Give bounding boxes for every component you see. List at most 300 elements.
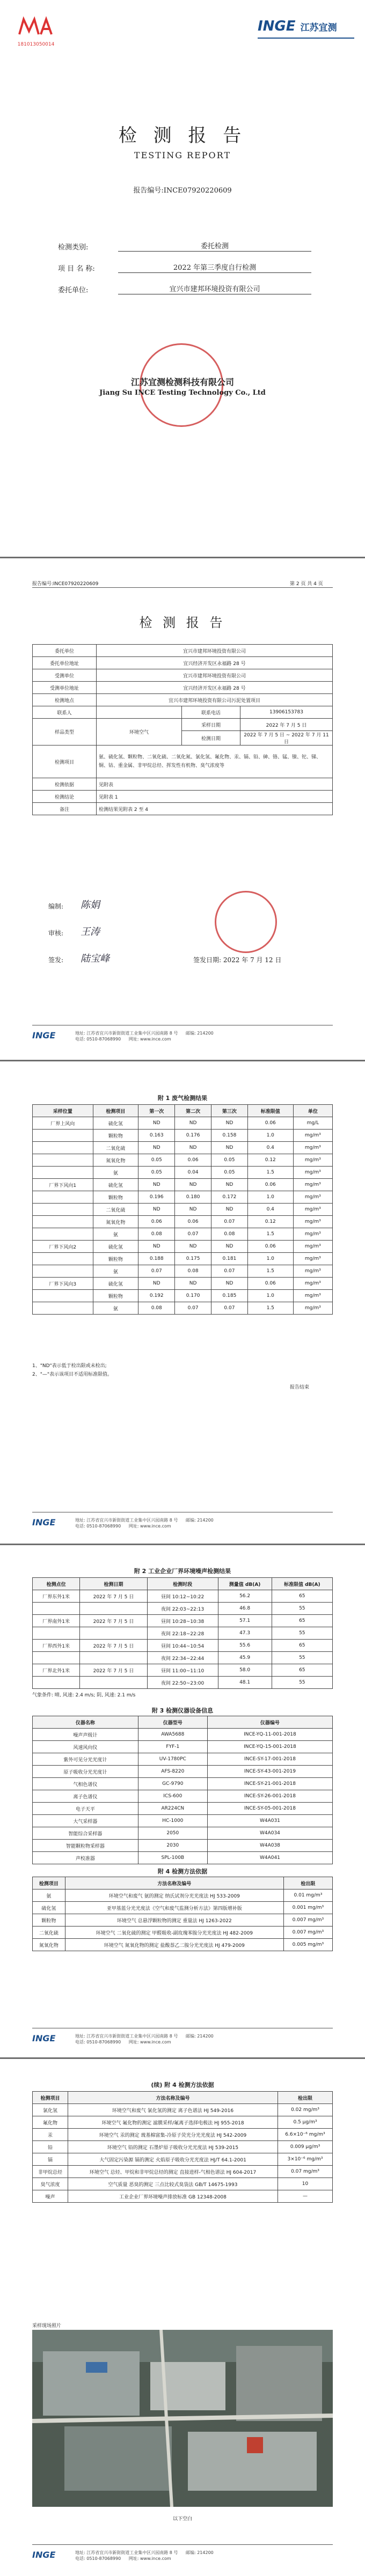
table-cell	[33, 1302, 93, 1315]
footer-address: 地址: 江苏省宜兴市新街街道工业集中区兴园南路 8 号	[75, 2550, 178, 2555]
noise-title: 附 2 工业企业厂界环境噪声检测结果	[134, 1568, 231, 1575]
method-row	[33, 1902, 333, 1914]
table-cell: mg/m³	[293, 1204, 332, 1216]
table-cell: INCE-SY-43-001-2019	[207, 1766, 332, 1778]
table-cell: 1.0	[247, 1253, 293, 1265]
table-cell: 颗粒物	[93, 1253, 138, 1265]
noise-row	[33, 1677, 333, 1689]
method-row	[33, 2190, 333, 2203]
table-cell: 环境空气 总悬浮颗粒物的测定 重量法 HJ 1263-2022	[65, 1914, 283, 1927]
method-row	[33, 2166, 333, 2178]
table-cell: 6.6×10⁻⁶ mg/m³	[278, 2129, 332, 2141]
table-header-cell: 检测项目	[33, 1877, 65, 1889]
equipment-row	[33, 1753, 333, 1766]
table-cell	[33, 1228, 93, 1241]
results-row	[33, 1265, 333, 1278]
table-cell: 0.06	[247, 1179, 293, 1191]
table-cell: 0.07	[175, 1228, 211, 1241]
results-row	[33, 1228, 333, 1241]
method-row	[33, 2178, 333, 2190]
table-cell: ND	[211, 1278, 248, 1290]
footer-postcode: 邮编: 214200	[185, 1031, 214, 1036]
table-cell: 10	[278, 2178, 332, 2190]
table-cell: 氨	[93, 1228, 138, 1241]
table-header-cell: 第二次	[175, 1105, 211, 1117]
table-cell: 1.5	[247, 1167, 293, 1179]
table-cell: 55.6	[218, 1640, 272, 1652]
table-cell: 厂界南外1米	[33, 1615, 80, 1627]
table-cell: 声校准器	[33, 1852, 138, 1864]
remark-label: 备注	[33, 803, 97, 815]
info-value: 宜兴经济开发区永福路 28 号	[97, 657, 333, 669]
conclusion-value: 见附表 1	[97, 791, 333, 803]
table-cell	[80, 1603, 147, 1615]
table-cell: ND	[138, 1204, 175, 1216]
field-label-client: 委托单位:	[58, 286, 89, 294]
table-cell: ICS-600	[138, 1790, 207, 1803]
table-cell: 0.06	[175, 1216, 211, 1228]
sample-type-value: 环境空气	[97, 719, 182, 746]
table-cell: 55	[272, 1627, 332, 1640]
field-value-category: 委托检测	[200, 242, 229, 250]
table-cell: INCE-YQ-11-001-2018	[207, 1729, 332, 1741]
brand-logo	[258, 18, 354, 34]
table-cell	[33, 1216, 93, 1228]
table-cell: 2050	[138, 1827, 207, 1840]
method-row	[33, 2104, 333, 2116]
table-cell: mg/m³	[293, 1265, 332, 1278]
table-cell: ND	[175, 1117, 211, 1130]
table-cell: 夜间 22:50~23:00	[147, 1677, 218, 1689]
table-cell: ND	[175, 1204, 211, 1216]
table-cell: ND	[138, 1241, 175, 1253]
results-row	[33, 1179, 333, 1191]
table-cell: mg/m³	[293, 1241, 332, 1253]
table-cell: ND	[211, 1117, 248, 1130]
table-cell: ND	[211, 1179, 248, 1191]
table-cell	[33, 1204, 93, 1216]
table-cell: 47.3	[218, 1627, 272, 1640]
page2-report-no: 报告编号:INCE07920220609	[32, 581, 99, 587]
table-cell: mg/m³	[293, 1278, 332, 1290]
table-header-cell: 标准限值 dB(A)	[272, 1578, 332, 1590]
table-cell: 0.12	[247, 1216, 293, 1228]
method-row	[33, 1914, 333, 1927]
table-cell: 58.0	[218, 1664, 272, 1677]
table-cell: 硫化氢	[93, 1241, 138, 1253]
table-cell: 1.5	[247, 1302, 293, 1315]
footer-logo: INGE	[32, 1030, 56, 1040]
table-cell: 环境空气 铅的测定 石墨炉原子吸收分光光度法 HJ 539-2015	[68, 2141, 278, 2153]
table-cell: 厂界东外1米	[33, 1590, 80, 1603]
table-cell: 非甲烷总烃	[33, 2166, 68, 2178]
table-cell: 0.007 mg/m³	[283, 1927, 332, 1939]
info-value: 宜兴市建邦环境投资有限公司污泥处置项目	[97, 694, 333, 706]
cover-title: 检 测 报 告	[118, 125, 247, 146]
table-header-cell: 仪器编号	[207, 1716, 332, 1729]
footer-phone: 电话: 0510-87068990	[75, 2556, 121, 2561]
equipment-row	[33, 1766, 333, 1778]
method-title: 附 4 检测方法依据	[157, 1868, 208, 1875]
table-cell: 0.192	[138, 1290, 175, 1302]
photo-label: 采样现场照片	[32, 2323, 62, 2329]
footer-web: 网址: www.ince.com	[128, 2040, 171, 2044]
method-row	[33, 1939, 333, 1951]
table-cell: 离子色谱仪	[33, 1790, 138, 1803]
table-cell: 亚甲基蓝分光光度法《空气和废气监测分析方法》第四版增补版	[65, 1902, 283, 1914]
info-label: 委托单位	[33, 645, 97, 657]
table-cell: 0.4	[247, 1142, 293, 1154]
table-cell: 氨	[33, 1889, 65, 1902]
table-cell: 昼间 10:12~10:22	[147, 1590, 218, 1603]
results-row	[33, 1290, 333, 1302]
footer-postcode: 邮编: 214200	[185, 1518, 214, 1523]
table-cell: 颗粒物	[33, 1914, 65, 1927]
table-cell: 大气采样器	[33, 1815, 138, 1827]
table-cell: 环境空气和废气 氯化氢的测定 离子色谱法 HJ 549-2016	[68, 2104, 278, 2116]
equipment-row	[33, 1803, 333, 1815]
table-cell: 智能颗粒物采样器	[33, 1840, 138, 1852]
footer-web: 网址: www.ince.com	[128, 1524, 171, 1529]
table-header-cell: 测量值 dB(A)	[218, 1578, 272, 1590]
table-cell: —	[278, 2190, 332, 2203]
table-cell	[33, 1167, 93, 1179]
basis-label: 检测依据	[33, 778, 97, 791]
table-cell: 0.01 mg/m³	[283, 1889, 332, 1902]
table-cell: 0.180	[175, 1191, 211, 1204]
results-row	[33, 1142, 333, 1154]
equipment-table	[32, 1716, 333, 1864]
equipment-row	[33, 1778, 333, 1790]
table-cell: 0.02 mg/m³	[278, 2104, 332, 2116]
table-cell: 48.1	[218, 1677, 272, 1689]
table-cell: 0.181	[211, 1253, 248, 1265]
table-cell: 0.06	[247, 1117, 293, 1130]
table-cell: 臭气浓度	[33, 2178, 68, 2190]
table-cell: W4A031	[207, 1815, 332, 1827]
table-cell: 厂界北外1米	[33, 1664, 80, 1677]
table-cell: 氮氧化物	[33, 1939, 65, 1951]
table-cell: 氮氧化物	[93, 1216, 138, 1228]
info-value: 宜兴市建邦环境投资有限公司	[97, 645, 333, 657]
results-page	[0, 1061, 365, 1544]
table-cell: 气相色谱仪	[33, 1778, 138, 1790]
sign-role-issuer: 签发:	[48, 956, 64, 964]
table-cell: INCE-SY-21-001-2018	[207, 1778, 332, 1790]
method-row	[33, 1889, 333, 1902]
table-cell: 0.07	[211, 1216, 248, 1228]
table-cell: 0.08	[138, 1228, 175, 1241]
table-cell: 颗粒物	[93, 1191, 138, 1204]
table-cell	[33, 1603, 80, 1615]
info-label: 联系电话	[182, 706, 240, 719]
noise-row	[33, 1603, 333, 1615]
results-row	[33, 1241, 333, 1253]
equipment-row	[33, 1827, 333, 1840]
table-cell: 铅	[33, 2141, 68, 2153]
sign-role-reviewer: 审核:	[48, 929, 64, 937]
items-value: 氨、硫化氢、颗粒物、二氧化硫、二氧化氮、氯化氢、氟化物、汞、镉、铅、砷、铬、锰、镍、铊、锑、铜、钴、重金属、非甲烷总烃、挥发性有机物、臭气浓度等	[97, 746, 333, 778]
table-cell: 65	[272, 1664, 332, 1677]
table-cell: 2022 年 7 月 5 日	[80, 1664, 147, 1677]
table-cell: 风速风向仪	[33, 1741, 138, 1753]
table-cell: mg/m³	[293, 1191, 332, 1204]
info-value: 13906153783	[240, 706, 333, 719]
table-cell: 昼间 11:00~11:10	[147, 1664, 218, 1677]
table-cell: 1.0	[247, 1191, 293, 1204]
table-cell: AFS-8220	[138, 1766, 207, 1778]
method-table	[32, 1877, 333, 1951]
results-title: 附 1 废气检测结果	[157, 1095, 208, 1102]
table-header-cell: 检出限	[278, 2092, 332, 2104]
equipment-row	[33, 1729, 333, 1741]
table-cell: GC-9790	[138, 1778, 207, 1790]
table-cell: 硫化氢	[33, 1902, 65, 1914]
table-cell: 镉	[33, 2153, 68, 2166]
table-header-cell: 第三次	[211, 1105, 248, 1117]
table-cell: 厂界下风向3	[33, 1278, 93, 1290]
table-cell: ND	[211, 1241, 248, 1253]
method-row	[33, 2153, 333, 2166]
company-name-en: Jiang Su INCE Testing Technology Co., Ltd	[99, 389, 266, 397]
table-cell: 3×10⁻⁶ mg/m³	[278, 2153, 332, 2166]
noise-row	[33, 1615, 333, 1627]
page2-title: 检 测 报 告	[139, 615, 226, 630]
table-cell: 0.07	[211, 1302, 248, 1315]
table-cell: 0.06	[175, 1154, 211, 1167]
table-header-cell: 单位	[293, 1105, 332, 1117]
info-label: 受测单位	[33, 669, 97, 682]
table-cell: FYF-1	[138, 1741, 207, 1753]
noise-table	[32, 1577, 333, 1689]
table-cell: 环境空气 氟化物的测定 滤膜采样/氟离子选择电极法 HJ 955-2018	[68, 2116, 278, 2129]
table-cell: INCE-SY-26-001-2018	[207, 1790, 332, 1803]
table-cell: ND	[175, 1241, 211, 1253]
table-cell: 氟化物	[33, 2116, 68, 2129]
details-table	[32, 644, 333, 815]
table-cell: 厂界下风向1	[33, 1179, 93, 1191]
remark-value: 检测结果见附表 2 至 4	[97, 803, 333, 815]
table-cell	[33, 1290, 93, 1302]
table-header-cell: 方法名称及编号	[68, 2092, 278, 2104]
equipment-row	[33, 1790, 333, 1803]
info-label: 委托单位地址	[33, 657, 97, 669]
results-row	[33, 1204, 333, 1216]
table-cell: W4A034	[207, 1827, 332, 1840]
sample-type-label: 样品类型	[33, 719, 97, 746]
table-cell: 环境空气 总烃、甲烷和非甲烷总烃的测定 直接进样-气相色谱法 HJ 604-2017	[68, 2166, 278, 2178]
noise-page	[0, 1545, 365, 2057]
results-row	[33, 1302, 333, 1315]
table-cell: ND	[175, 1142, 211, 1154]
table-cell: 工业企业厂界环境噪声排放标准 GB 12348-2008	[68, 2190, 278, 2203]
table-header-cell: 采样位置	[33, 1105, 93, 1117]
table-cell: mg/L	[293, 1117, 332, 1130]
table-cell: ND	[138, 1142, 175, 1154]
basis-value: 见附表	[97, 778, 333, 791]
footer-text	[75, 2033, 333, 2045]
footer-postcode: 邮编: 214200	[185, 2034, 214, 2039]
field-value-project: 2022 年第三季度自行检测	[173, 264, 257, 272]
table-cell: AR224CN	[138, 1803, 207, 1815]
table-cell: ND	[211, 1142, 248, 1154]
table-cell: 46.8	[218, 1603, 272, 1615]
table-cell	[33, 1265, 93, 1278]
table-cell	[33, 1677, 80, 1689]
table-cell: ND	[175, 1179, 211, 1191]
table-cell: mg/m³	[293, 1290, 332, 1302]
table-cell: mg/m³	[293, 1130, 332, 1142]
site-photo	[32, 2330, 333, 2507]
table-cell: 0.05	[138, 1154, 175, 1167]
table-cell: 1.0	[247, 1290, 293, 1302]
table-cell: 二氧化硫	[93, 1142, 138, 1154]
table-cell: 二氧化硫	[33, 1927, 65, 1939]
test-date-label: 检测日期	[182, 731, 240, 746]
footer-address: 地址: 江苏省宜兴市新街街道工业集中区兴园南路 8 号	[75, 1031, 178, 1036]
sign-name-editor: 陈娟	[81, 899, 100, 911]
test-date-value: 2022 年 7 月 5 日 ~ 2022 年 7 月 11 日	[240, 731, 333, 746]
table-header-cell: 仪器型号	[138, 1716, 207, 1729]
noise-row	[33, 1652, 333, 1664]
sample-date-value: 2022 年 7 月 5 日	[240, 719, 333, 731]
table-cell: mg/m³	[293, 1216, 332, 1228]
table-cell: 厂界下风向2	[33, 1241, 93, 1253]
table-cell: ND	[138, 1278, 175, 1290]
results-note-2: 2、"—"表示该项目不适用标准限值。	[32, 1372, 113, 1377]
footer-text	[75, 1517, 333, 1529]
table-cell: 0.06	[247, 1278, 293, 1290]
method-row	[33, 2141, 333, 2153]
table-cell: 二氧化硫	[93, 1204, 138, 1216]
table-cell: 55	[272, 1652, 332, 1664]
table-cell: 厂界上风向	[33, 1117, 93, 1130]
table-cell: 1.5	[247, 1265, 293, 1278]
table-cell: ND	[138, 1117, 175, 1130]
table-cell: 氨	[93, 1167, 138, 1179]
table-cell: 环境空气 二氧化硫的测定 甲醛吸收-副玫瑰苯胺分光光度法 HJ 482-2009	[65, 1927, 283, 1939]
footer-text	[75, 2550, 333, 2562]
table-cell: 65	[272, 1590, 332, 1603]
table-cell: 1.5	[247, 1228, 293, 1241]
sign-name-reviewer: 王涛	[81, 926, 100, 938]
table-cell: 昼间 10:28~10:38	[147, 1615, 218, 1627]
table-cell: ND	[211, 1204, 248, 1216]
footer-phone: 电话: 0510-87068990	[75, 1037, 121, 1042]
equipment-row	[33, 1815, 333, 1827]
results-row	[33, 1216, 333, 1228]
footer-web: 网址: www.ince.com	[128, 1037, 171, 1042]
footer-address: 地址: 江苏省宜兴市新街街道工业集中区兴园南路 8 号	[75, 2034, 178, 2039]
table-header-cell: 检出限	[283, 1877, 332, 1889]
table-cell: UV-1780PC	[138, 1753, 207, 1766]
table-cell: 昼间 10:44~10:54	[147, 1640, 218, 1652]
info-label: 受测单位地址	[33, 682, 97, 694]
results-row	[33, 1167, 333, 1179]
results-end: 报告结束	[290, 1385, 310, 1390]
table-cell: 电子天平	[33, 1803, 138, 1815]
cma-number: 181013050014	[17, 42, 55, 47]
table-cell: 0.07	[138, 1265, 175, 1278]
table-header-cell: 检测时段	[147, 1578, 218, 1590]
table-cell: INCE-SY-05-001-2018	[207, 1803, 332, 1815]
table-cell: 55	[272, 1677, 332, 1689]
results-row	[33, 1253, 333, 1265]
table-cell: 环境空气 氮氧化物的测定 盐酸萘乙二胺分光光度法 HJ 479-2009	[65, 1939, 283, 1951]
table-cell: mg/m³	[293, 1253, 332, 1265]
results-row	[33, 1154, 333, 1167]
table-cell: 0.07	[175, 1302, 211, 1315]
table-cell: 紫外可见分光光度计	[33, 1753, 138, 1766]
conclusion-label: 检测结论	[33, 791, 97, 803]
items-label: 检测项目	[33, 746, 97, 778]
table-cell: ND	[175, 1278, 211, 1290]
table-cell: 氨	[93, 1302, 138, 1315]
table-cell: 夜间 22:03~22:13	[147, 1603, 218, 1615]
table-cell: mg/m³	[293, 1228, 332, 1241]
equipment-row	[33, 1741, 333, 1753]
table-cell: 0.5 μg/m³	[278, 2116, 332, 2129]
method-row	[33, 1927, 333, 1939]
table-cell: 0.158	[211, 1130, 248, 1142]
footer-phone: 电话: 0510-87068990	[75, 1524, 121, 1529]
results-table	[32, 1104, 333, 1315]
table-cell: 夜间 22:34~22:44	[147, 1652, 218, 1664]
table-cell: 65	[272, 1640, 332, 1652]
table-cell: 0.08	[175, 1265, 211, 1278]
table-cell	[33, 1130, 93, 1142]
table-cell: mg/m³	[293, 1142, 332, 1154]
table-cell: 0.176	[175, 1130, 211, 1142]
table-cell: 0.175	[175, 1253, 211, 1265]
table-cell: 0.08	[138, 1302, 175, 1315]
table-header-cell: 标准限值	[247, 1105, 293, 1117]
field-value-client: 宜兴市建邦环境投资有限公司	[169, 285, 260, 293]
method-row	[33, 2129, 333, 2141]
table-cell: 2022 年 7 月 5 日	[80, 1590, 147, 1603]
table-cell: 0.4	[247, 1204, 293, 1216]
table-cell: 0.163	[138, 1130, 175, 1142]
table-cell: 0.005 mg/m³	[283, 1939, 332, 1951]
table-cell: 汞	[33, 2129, 68, 2141]
table-cell: 噪声	[33, 2190, 68, 2203]
method-row	[33, 2116, 333, 2129]
table-cell: ND	[138, 1179, 175, 1191]
table-cell: mg/m³	[293, 1179, 332, 1191]
info-label: 检测地点	[33, 694, 97, 706]
table-cell	[33, 1253, 93, 1265]
table-cell: 噪声声级计	[33, 1729, 138, 1741]
brand-name: INGE	[258, 18, 296, 34]
table-cell	[33, 1191, 93, 1204]
table-cell: 0.07	[211, 1265, 248, 1278]
table-cell: HC-1000	[138, 1815, 207, 1827]
table-cell: 56.2	[218, 1590, 272, 1603]
table-cell: 2022 年 7 月 5 日	[80, 1640, 147, 1652]
table-cell: 0.06	[247, 1241, 293, 1253]
results-note-1: 1、"ND"表示低于检出限或未检出;	[32, 1363, 107, 1369]
cover-subtitle: TESTING REPORT	[134, 150, 231, 160]
table-cell: 颗粒物	[93, 1130, 138, 1142]
sample-date-label: 采样日期	[182, 719, 240, 731]
table-cell: 0.12	[247, 1154, 293, 1167]
noise-row	[33, 1640, 333, 1652]
field-label-category: 检测类别:	[58, 243, 89, 252]
table-cell: 颗粒物	[93, 1290, 138, 1302]
table-cell	[33, 1154, 93, 1167]
company-name-cn: 江苏宜测检测科技有限公司	[130, 377, 234, 387]
table-cell: 55	[272, 1603, 332, 1615]
